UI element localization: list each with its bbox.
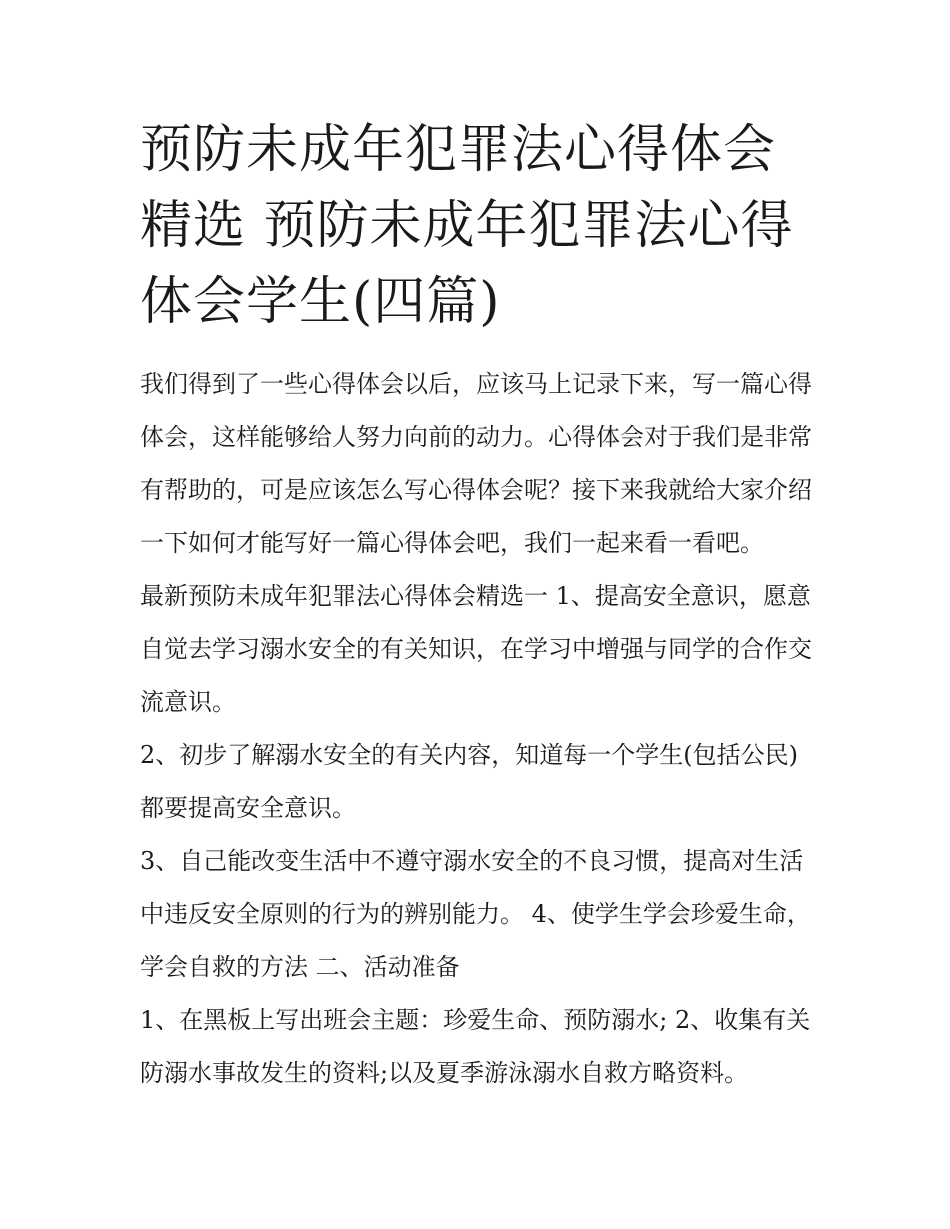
body-paragraph-goal-2: 2、初步了解溺水安全的有关内容，知道每一个学生(包括公民)都要提高安全意识。: [140, 741, 798, 822]
intro-paragraph: 我们得到了一些心得体会以后，应该马上记录下来，写一篇心得体会，这样能够给人努力向前的动力。心得体会对于我们是非常有帮助的，可是应该怎么写心得体会呢？接下来我就给大家介绍一下如何才能写好一篇心得体会吧，我们一起来看一看吧。: [140, 370, 812, 557]
document-page: [140, 112, 812, 1100]
body-paragraph-preparation: 1、在黑板上写出班会主题：珍爱生命、预防溺水; 2、收集有关防溺水事故发生的资料;以及夏季游泳溺水自救方略资料。: [140, 1006, 811, 1087]
body-paragraph-goal-1: 最新预防未成年犯罪法心得体会精选一 1、提高安全意识，愿意自觉去学习溺水安全的有关知识，在学习中增强与同学的合作交流意识。: [140, 582, 812, 716]
body-paragraph-goal-3: 3、自己能改变生活中不遵守溺水安全的不良习惯，提高对生活中违反安全原则的行为的辨别能力。 4、使学生学会珍爱生命，学会自救的方法 二、活动准备: [140, 847, 811, 981]
document-title: 预防未成年犯罪法心得体会精选 预防未成年犯罪法心得体会学生(四篇): [140, 120, 794, 332]
